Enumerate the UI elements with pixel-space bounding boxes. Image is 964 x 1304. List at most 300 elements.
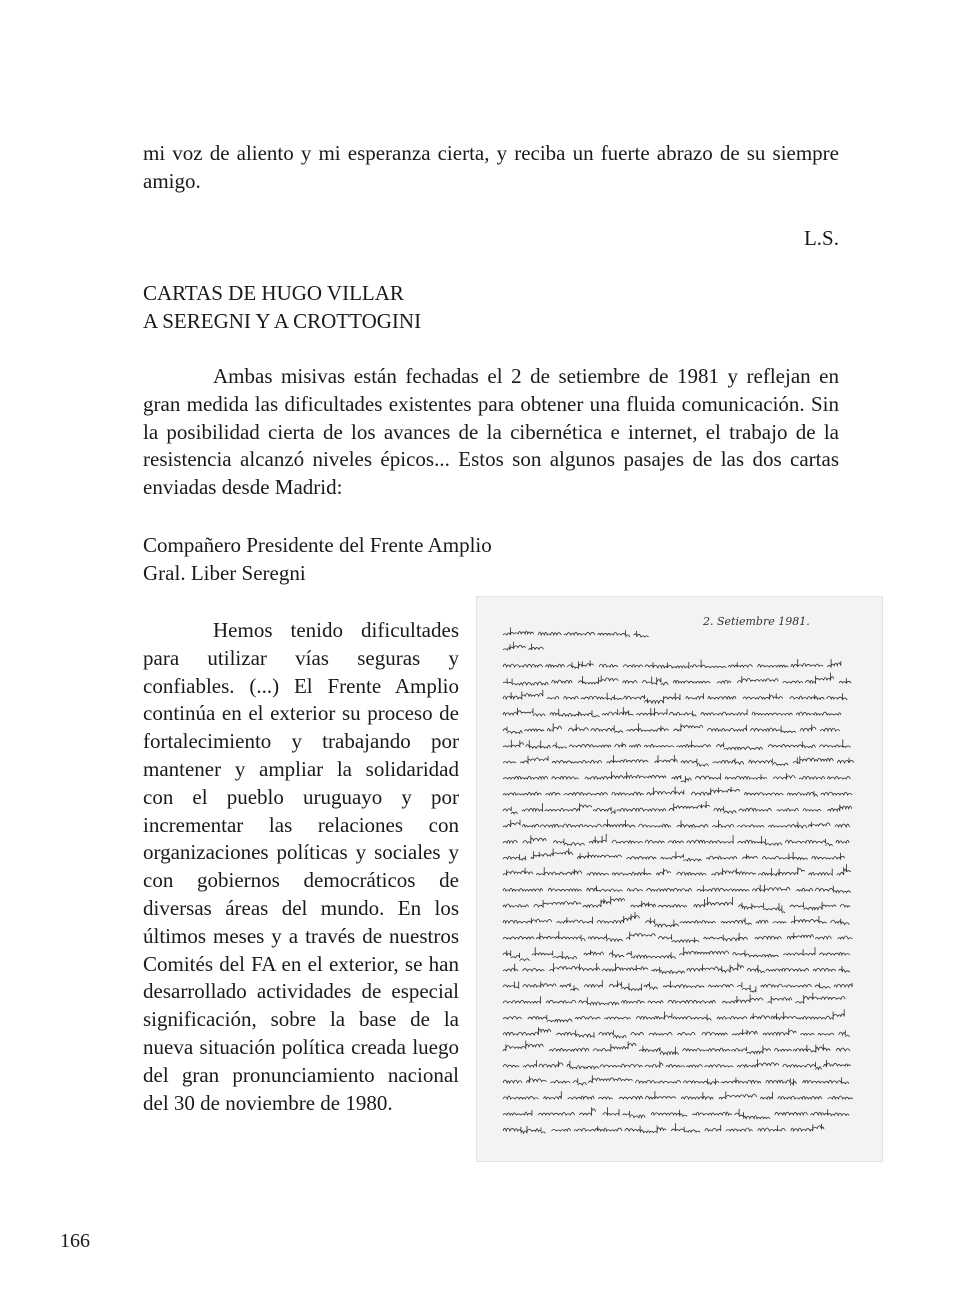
handwriting-stroke (635, 1080, 680, 1083)
handwriting-stroke (612, 792, 644, 795)
handwriting-stroke (603, 819, 636, 827)
handwriting-stroke (787, 933, 813, 939)
handwritten-letter-image (476, 596, 883, 1162)
handwriting-stroke (747, 965, 765, 973)
handwriting-stroke (503, 740, 524, 747)
handwriting-stroke (503, 1041, 543, 1051)
handwriting-stroke (813, 968, 835, 971)
handwriting-stroke (553, 839, 584, 846)
handwriting-stroke (619, 1096, 643, 1099)
salutation-line-2: Gral. Liber Seregni (143, 560, 306, 585)
handwriting-stroke (624, 772, 666, 779)
handwriting-stroke (623, 665, 643, 667)
handwriting-stroke (564, 696, 579, 699)
handwriting-stroke (831, 919, 850, 925)
handwriting-stroke (531, 848, 573, 859)
handwriting-stroke (838, 936, 853, 939)
salutation-line-1: Compañero Presidente del Frente Amplio (143, 533, 492, 557)
handwriting-stroke (797, 888, 813, 891)
handwriting-stroke (827, 693, 848, 700)
handwriting-stroke (718, 963, 743, 973)
handwriting-stroke (815, 983, 831, 989)
handwriting-stroke (677, 820, 708, 827)
handwriting-stroke (503, 820, 520, 828)
handwriting-stroke (744, 792, 783, 795)
handwriting-stroke (768, 741, 815, 747)
handwriting-stroke (556, 1030, 594, 1038)
handwriting-stroke (503, 888, 543, 891)
handwriting-stroke (791, 659, 823, 667)
handwriting-stroke (783, 681, 803, 683)
handwriting-stroke (668, 840, 684, 843)
handwriting-stroke (503, 840, 517, 843)
handwriting-stroke (503, 1064, 519, 1067)
handwriting-stroke (729, 889, 750, 891)
handwriting-stroke (646, 888, 691, 891)
handwriting-stroke (503, 708, 545, 716)
handwriting-stroke (758, 664, 789, 667)
handwriting-stroke (578, 852, 622, 859)
signature-initials: L.S. (803, 226, 839, 250)
handwriting-stroke (809, 869, 833, 875)
handwriting-stroke (552, 680, 573, 683)
handwriting-stroke (626, 856, 656, 859)
handwriting-stroke (503, 964, 518, 971)
handwriting-stroke (602, 709, 618, 716)
handwriting-stroke (584, 950, 604, 955)
handwriting-stroke (583, 896, 625, 907)
handwriting-stroke (597, 912, 640, 923)
handwriting-stroke (691, 787, 740, 795)
handwriting-stroke (722, 995, 763, 1004)
handwriting-stroke (658, 905, 687, 907)
handwriting-stroke (526, 1076, 546, 1083)
handwriting-stroke (768, 996, 792, 1003)
handwriting-stroke (548, 888, 581, 891)
handwriting-stroke (547, 723, 561, 731)
handwriting-stroke (546, 664, 565, 667)
closing-paragraph: mi voz de aliento y mi esperanza cierta, y reciba un fuerte abrazo de su siempre amigo. (143, 141, 839, 193)
handwriting-stroke (795, 993, 845, 1003)
handwriting-stroke (520, 756, 548, 763)
handwriting-stroke (819, 739, 850, 747)
handwriting-stroke (694, 897, 733, 907)
handwriting-stroke (523, 836, 547, 844)
handwriting-stroke (560, 983, 579, 990)
handwriting-stroke (774, 1048, 791, 1051)
handwriting-stroke (756, 920, 768, 923)
handwriting-stroke (550, 963, 600, 971)
handwriting-stroke (588, 934, 623, 941)
handwriting-stroke (749, 759, 788, 766)
handwriting-stroke (739, 808, 772, 811)
handwriting-stroke (523, 824, 540, 827)
handwriting-stroke (575, 1016, 600, 1019)
handwriting-stroke (701, 709, 747, 717)
handwriting-stroke (719, 1091, 757, 1099)
handwriting-stroke (567, 1061, 599, 1069)
handwriting-stroke (728, 662, 752, 667)
handwriting-stroke (681, 759, 708, 767)
handwriting-stroke (704, 1065, 733, 1068)
handwriting-stroke (752, 712, 792, 715)
handwriting-stroke (503, 1126, 545, 1133)
handwriting-stroke (528, 1015, 572, 1022)
handwriting-stroke (803, 1077, 849, 1083)
handwriting-stroke (503, 936, 534, 939)
letter-salutation (143, 532, 743, 588)
handwriting-stroke (609, 950, 624, 957)
handwriting-stroke (600, 1064, 643, 1067)
handwriting-stroke (503, 996, 541, 1003)
handwriting-stroke (579, 1107, 595, 1115)
handwriting-stroke (716, 742, 762, 749)
handwriting-stroke (651, 967, 684, 974)
handwriting-stroke (821, 792, 852, 795)
handwriting-stroke (762, 852, 808, 860)
handwriting-stroke (564, 632, 595, 635)
handwriting-stroke (824, 1060, 851, 1067)
handwriting-stroke (837, 864, 851, 875)
handwriting-stroke (784, 985, 812, 988)
handwriting-stroke (713, 758, 744, 764)
handwriting-stroke (683, 1079, 719, 1085)
handwriting-stroke (839, 678, 851, 683)
handwriting-stroke (615, 742, 626, 747)
handwriting-stroke (579, 917, 593, 923)
handwriting-stroke (834, 983, 852, 990)
handwriting-stroke (837, 758, 854, 763)
handwriting-stroke (631, 901, 656, 907)
handwriting-stroke (773, 921, 787, 923)
handwriting-stroke (840, 904, 850, 907)
handwriting-stroke (771, 1012, 797, 1020)
handwriting-stroke (503, 1096, 539, 1099)
handwriting-stroke (503, 664, 543, 667)
handwriting-stroke (644, 982, 657, 989)
handwriting-stroke (569, 744, 611, 747)
handwriting-stroke (717, 680, 731, 683)
handwriting-stroke (783, 1062, 822, 1070)
handwriting-stroke (680, 920, 716, 923)
intro-paragraph (143, 363, 839, 502)
handwriting-stroke (827, 659, 841, 667)
handwriting-stroke (626, 951, 675, 959)
handwriting-stroke (800, 1033, 814, 1035)
handwriting-stroke (587, 872, 609, 875)
handwriting-stroke (629, 744, 640, 747)
handwriting-stroke (503, 1080, 522, 1083)
handwriting-stroke (538, 1113, 574, 1116)
handwriting-stroke (711, 868, 755, 875)
handwriting-stroke (805, 673, 834, 683)
handwriting-stroke (627, 723, 669, 731)
handwriting-stroke (663, 981, 704, 988)
handwriting-stroke (636, 708, 667, 715)
handwriting-stroke (599, 664, 618, 667)
page-number: 166 (60, 1230, 90, 1252)
handwriting-stroke (755, 936, 781, 939)
section-heading (143, 280, 743, 336)
handwriting-stroke (544, 1091, 562, 1099)
handwriting-stroke (589, 834, 606, 843)
handwriting-stroke (775, 1112, 808, 1115)
handwriting-stroke (835, 824, 850, 827)
handwriting-stroke (545, 792, 560, 795)
handwriting-stroke (503, 761, 516, 763)
handwriting-stroke (503, 628, 534, 636)
handwriting-stroke (702, 1032, 728, 1035)
handwriting-stroke (758, 1126, 785, 1132)
handwriting-stroke (664, 693, 680, 700)
handwriting-stroke (557, 917, 579, 923)
handwriting-stroke (827, 776, 850, 779)
handwriting-stroke (697, 885, 729, 891)
handwriting-stroke (503, 792, 541, 795)
handwriting-stroke (604, 1017, 630, 1019)
handwriting-stroke (647, 787, 684, 796)
handwriting-stroke (523, 968, 545, 971)
handwriting-stroke (645, 662, 689, 668)
handwriting-stroke (731, 1046, 771, 1054)
handwriting-stroke (661, 852, 702, 861)
handwriting-stroke (598, 630, 630, 637)
handwriting-stroke (503, 690, 543, 699)
handwriting-stroke (593, 1041, 636, 1051)
handwritten-date: 2. Setiembre 1981. (703, 615, 810, 628)
handwriting-stroke (726, 1128, 753, 1131)
handwriting-stroke (679, 947, 729, 955)
handwriting-stroke (836, 1048, 850, 1051)
handwriting-stroke (672, 775, 692, 782)
handwriting-stroke (568, 724, 588, 731)
handwriting-stroke (646, 918, 679, 927)
handwriting-stroke (626, 932, 655, 939)
handwriting-stroke (687, 964, 719, 971)
handwriting-stroke (593, 807, 615, 814)
handwriting-stroke (503, 1110, 532, 1115)
handwriting-stroke (503, 1016, 522, 1019)
handwriting-stroke (806, 1124, 824, 1131)
handwriting-stroke (819, 953, 850, 955)
handwriting-stroke (553, 742, 567, 748)
handwriting-stroke (624, 695, 664, 703)
handwriting-stroke (536, 931, 585, 941)
handwriting-stroke (574, 1126, 622, 1131)
handwriting-stroke (534, 900, 581, 907)
handwriting-stroke (785, 839, 832, 846)
handwriting-stroke (737, 1059, 779, 1067)
handwriting-stroke (532, 947, 577, 959)
section-heading-line-2: A SEREGNI Y A CROTTOGINI (143, 308, 422, 333)
handwriting-stroke (706, 856, 737, 859)
handwriting-stroke (503, 727, 522, 734)
handwriting-stroke (503, 678, 548, 685)
handwriting-stroke (692, 1112, 732, 1115)
handwriting-stroke (523, 981, 556, 987)
handwriting-stroke (676, 741, 711, 747)
handwriting-stroke (677, 872, 706, 875)
handwriting-stroke (707, 725, 746, 733)
handwriting-stroke (636, 1011, 672, 1019)
handwriting-stroke (800, 725, 816, 732)
handwriting-stroke (523, 1060, 537, 1067)
handwriting-stroke (587, 886, 623, 892)
handwriting-stroke (673, 1014, 711, 1020)
handwriting-stroke (768, 822, 807, 828)
handwriting-stroke (568, 1096, 595, 1099)
handwriting-stroke (812, 853, 845, 859)
handwriting-stroke (552, 1129, 571, 1132)
handwriting-stroke (683, 1048, 731, 1051)
handwriting-stroke (737, 676, 778, 683)
handwriting-stroke (777, 808, 799, 811)
handwriting-stroke (725, 774, 767, 779)
handwriting-stroke (503, 950, 530, 960)
handwriting-stroke (836, 840, 849, 843)
handwriting-stroke (648, 1001, 663, 1003)
handwriting-stroke (761, 984, 783, 987)
handwriting-stroke (758, 867, 805, 876)
handwriting-stroke (612, 868, 651, 875)
handwriting-stroke (619, 707, 634, 715)
handwriting-stroke (714, 806, 737, 813)
handwriting-stroke (695, 773, 720, 780)
handwriting-stroke (766, 1078, 797, 1085)
handwriting-stroke (584, 824, 602, 827)
handwriting-stroke (623, 680, 637, 683)
handwriting-stroke (811, 1109, 850, 1115)
handwriting-stroke (791, 916, 827, 924)
handwriting-stroke (638, 824, 671, 827)
handwriting-stroke (552, 776, 579, 779)
handwriting-stroke (804, 947, 815, 955)
handwriting-stroke (686, 693, 704, 701)
handwriting-stroke (503, 642, 526, 650)
handwriting-stroke (669, 711, 696, 717)
handwriting-stroke (607, 755, 649, 763)
handwriting-stroke (503, 807, 517, 814)
handwriting-stroke (681, 1092, 713, 1099)
handwriting-stroke (578, 676, 618, 684)
handwriting-stroke (623, 1111, 646, 1118)
handwriting-stroke (552, 760, 602, 763)
handwriting-stroke (503, 868, 533, 875)
handwriting-stroke (708, 984, 733, 987)
handwriting-stroke (538, 632, 561, 635)
handwriting-stroke (656, 868, 670, 875)
handwriting-stroke (669, 801, 710, 811)
handwriting-stroke (503, 981, 519, 988)
handwriting-stroke (737, 825, 764, 827)
handwriting-stroke (743, 693, 783, 699)
handwriting-stroke (536, 867, 582, 875)
handwriting-stroke (549, 1048, 589, 1051)
handwriting-stroke (598, 1097, 612, 1099)
handwriting-stroke (820, 728, 840, 731)
handwriting-stroke (750, 726, 796, 733)
handwriting-stroke (793, 756, 833, 764)
handwriting-stroke (612, 840, 643, 843)
handwriting-stroke (818, 1033, 834, 1035)
handwriting-stroke (791, 1128, 806, 1131)
handwriting-stroke (704, 933, 748, 941)
handwriting-stroke (645, 1091, 676, 1099)
handwriting-stroke (524, 729, 544, 731)
handwriting-stroke (539, 1061, 563, 1067)
handwriting-stroke (645, 840, 664, 843)
handwriting-stroke (839, 966, 850, 972)
handwriting-stroke (803, 809, 821, 811)
handwriting-stroke (796, 712, 841, 715)
handwriting-stroke (503, 776, 548, 779)
handwriting-stroke (733, 950, 779, 956)
handwriting-stroke (658, 934, 699, 942)
handwriting-stroke (712, 820, 734, 827)
handwriting-stroke (705, 1125, 721, 1131)
handwriting-stroke (584, 980, 602, 987)
handwriting-stroke (783, 949, 803, 955)
handwriting-stroke (642, 677, 668, 685)
handwriting-stroke (708, 696, 736, 699)
handwriting-stroke (686, 1065, 702, 1067)
handwriting-stroke (522, 803, 543, 811)
handwriting-stroke (551, 1080, 571, 1083)
handwriting-stroke (603, 1107, 619, 1116)
handwriting-stroke (644, 744, 674, 747)
handwriting-stroke (815, 936, 831, 939)
handwriting-stroke (828, 805, 852, 811)
handwriting-stroke (828, 1096, 853, 1099)
handwriting-stroke (526, 740, 551, 748)
handwriting-stroke (787, 791, 817, 797)
handwriting-stroke (735, 1109, 771, 1119)
handwriting-stroke (793, 1044, 830, 1052)
handwriting-stroke (737, 982, 756, 992)
handwriting-stroke (639, 1046, 679, 1055)
handwriting-stroke (585, 772, 623, 780)
handwriting-stroke (752, 885, 790, 892)
handwriting-stroke (599, 1030, 627, 1038)
handwriting-stroke (750, 1013, 770, 1019)
handwriting-stroke (547, 696, 559, 699)
handwriting-stroke (573, 1078, 587, 1085)
handwriting-stroke (790, 695, 825, 700)
handwriting-stroke (655, 755, 678, 763)
handwriting-stroke (666, 1064, 685, 1067)
handwriting-stroke (690, 660, 726, 668)
handwriting-stroke (631, 1032, 644, 1035)
letter-excerpt (143, 617, 459, 1117)
handwriting-stroke (588, 1075, 632, 1083)
handwriting-stroke (673, 680, 710, 683)
handwriting-stroke (790, 902, 836, 910)
handwriting-stroke (627, 889, 643, 892)
handwriting-stroke (760, 1092, 772, 1099)
handwriting-stroke (651, 1110, 687, 1117)
handwriting-stroke (617, 808, 666, 811)
handwriting-stroke (602, 963, 648, 971)
handwriting-stroke (540, 824, 583, 827)
handwriting-stroke (634, 631, 649, 637)
handwriting-stroke (687, 835, 733, 843)
handwriting-stroke (579, 997, 619, 1004)
handwriting-stroke (739, 903, 785, 914)
handwriting-stroke (567, 660, 593, 668)
handwriting-stroke (742, 854, 758, 859)
handwriting-stroke (529, 644, 544, 650)
handwriting-stroke (815, 886, 851, 893)
